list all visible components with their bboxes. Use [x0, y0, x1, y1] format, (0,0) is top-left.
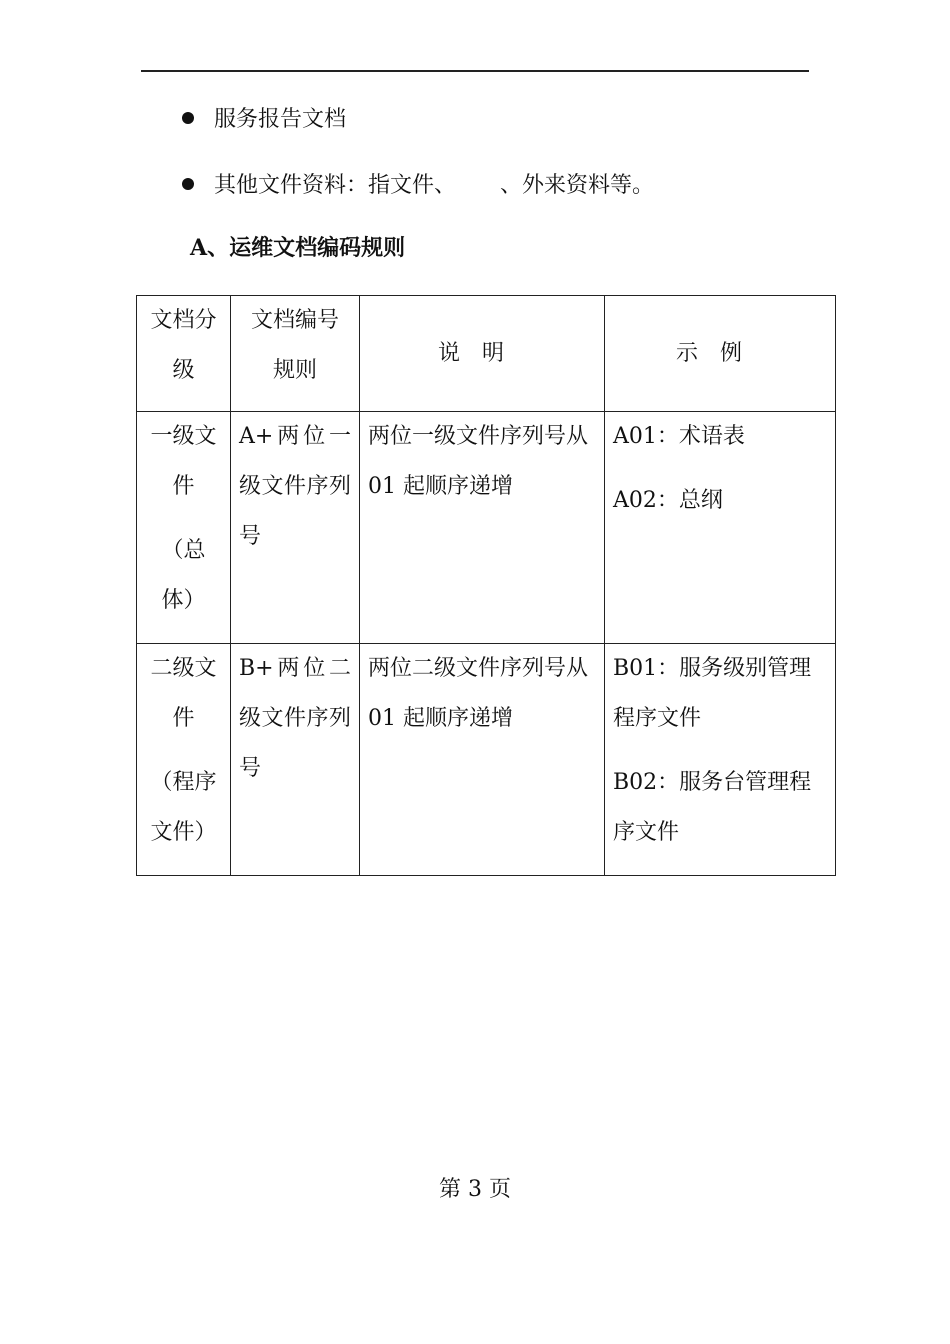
table-row — [137, 644, 836, 876]
example-item: B02：服务台管理程序文件 — [613, 770, 812, 845]
level-line: 件 — [172, 706, 195, 731]
level-line: 件 — [172, 474, 195, 499]
cell-level — [137, 412, 231, 644]
examples-stack — [613, 644, 827, 858]
doc-coding-rules-table — [136, 295, 836, 876]
bullet-item-service-report — [182, 106, 346, 134]
examples-stack — [613, 412, 827, 526]
line-spacer — [613, 462, 827, 476]
header-level-line2: 级 — [172, 358, 195, 383]
cell-examples — [605, 412, 836, 644]
header-cell-desc — [360, 296, 605, 412]
level-line: （程序 — [150, 770, 217, 795]
example-item: B01：服务级别管理程序文件 — [613, 656, 812, 731]
line-spacer — [145, 512, 222, 526]
cell-rule: A+两位一级文件序列号 — [231, 412, 360, 644]
level-stack — [145, 412, 222, 626]
line-spacer — [145, 744, 222, 758]
cell-level — [137, 644, 231, 876]
level-stack — [145, 644, 222, 858]
header-rule-line1: 文档编号 — [250, 308, 339, 333]
cell-desc: 两位二级文件序列号从 01 起顺序递增 — [360, 644, 605, 876]
header-level-line1: 文档分 — [150, 308, 217, 333]
header-cell-level — [137, 296, 231, 412]
cell-desc: 两位一级文件序列号从 01 起顺序递增 — [360, 412, 605, 644]
header-rule — [141, 70, 809, 72]
example-item: A01：术语表 — [613, 424, 745, 449]
section-heading: A、运维文档编码规则 — [190, 235, 406, 261]
bullet-text: 服务报告文档 — [214, 107, 347, 132]
table-header-row — [137, 296, 836, 412]
header-level-stack — [145, 296, 222, 396]
cell-rule: B+两位二级文件序列号 — [231, 644, 360, 876]
bullet-text-before-gap: 其他文件资料：指文件、 — [214, 173, 457, 198]
level-line: 体） — [161, 588, 206, 613]
bullet-text-after-gap: 、外来资料等。 — [500, 173, 655, 198]
header-rule-line2: 规则 — [272, 358, 317, 383]
table-row — [137, 412, 836, 644]
header-example-label: 示例 — [675, 340, 764, 366]
line-spacer — [613, 744, 827, 758]
level-line: 一级文 — [150, 424, 217, 449]
level-line: （总 — [161, 538, 206, 563]
header-rule-stack — [239, 296, 351, 396]
bullet-dot-icon — [182, 112, 194, 124]
header-desc-label: 说明 — [437, 340, 526, 366]
header-cell-rule — [231, 296, 360, 412]
bullet-item-other-files — [182, 172, 654, 200]
level-line: 文件） — [150, 820, 217, 845]
cell-examples — [605, 644, 836, 876]
level-line: 二级文 — [150, 656, 217, 681]
header-cell-example — [605, 296, 836, 412]
example-item: A02：总纲 — [613, 488, 723, 513]
page-number: 第 3 页 — [439, 1177, 511, 1202]
bullet-dot-icon — [182, 178, 194, 190]
